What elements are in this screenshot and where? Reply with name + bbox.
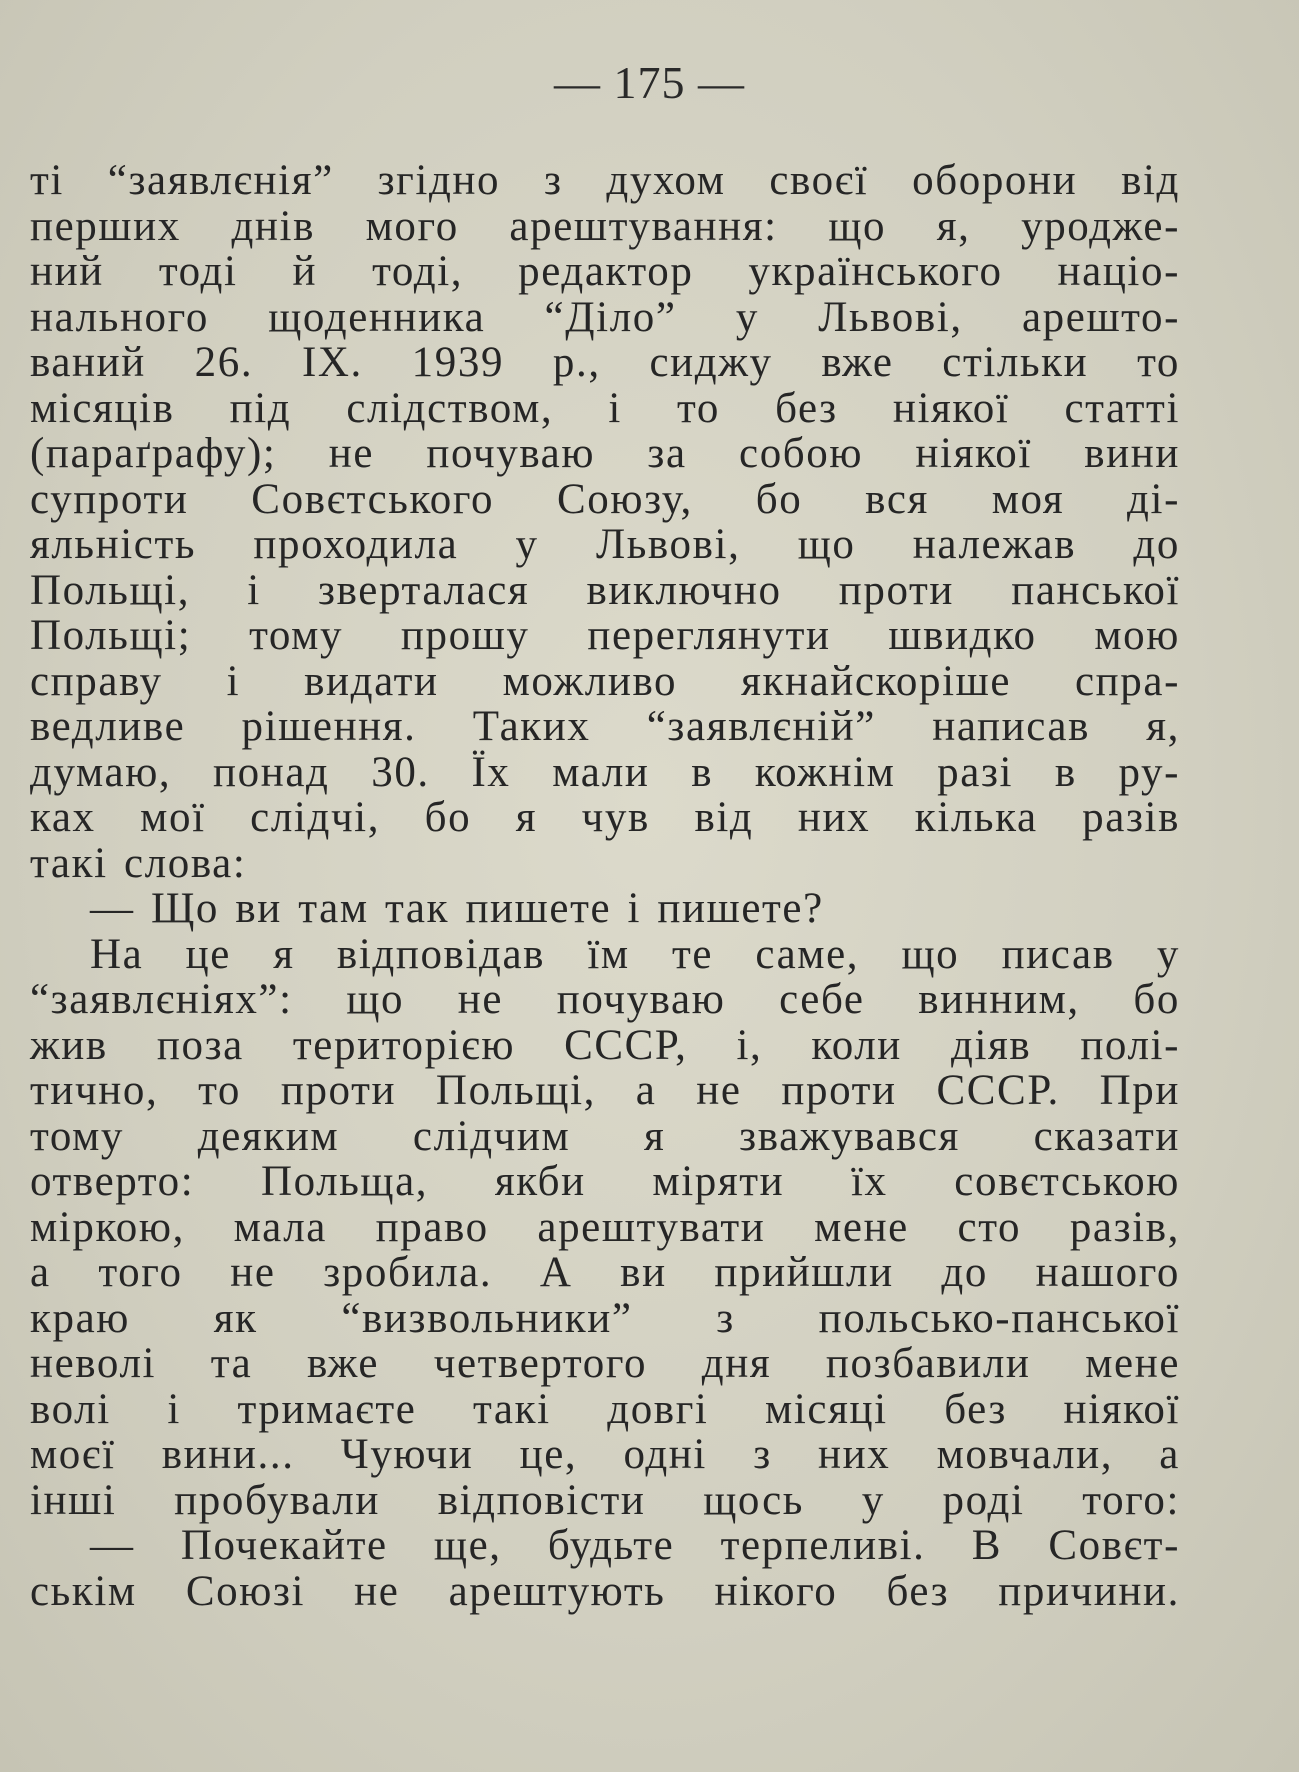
- text-line: (параґрафу); не почуваю за собою ніякої вини: [30, 430, 1180, 477]
- page-number: — 175 —: [554, 57, 745, 108]
- text-line: нального щоденника “Діло” у Львові, арешто-: [30, 293, 1180, 341]
- text-line: жив поза територією СССР, і, коли діяв полі-: [30, 1021, 1180, 1069]
- text-line: тому деяким слідчим я зважувався сказати: [30, 1112, 1180, 1160]
- text-line: — Що ви там так пишете і пишете?: [90, 885, 824, 932]
- text-line: тично, то проти Польщі, а не проти СССР. При: [30, 1067, 1180, 1114]
- text-line: справу і видати можливо якнайскоріше спра-: [30, 657, 1180, 705]
- text-line: Польщі, і зверталася виключно проти панської: [30, 566, 1180, 614]
- text-line: а того не зробила. А ви прийшли до нашого: [30, 1249, 1180, 1296]
- text-line: ках мої слідчі, бо я чув від них кілька разів: [30, 794, 1180, 841]
- text-line: супроти Совєтського Союзу, бо вся моя ді-: [30, 475, 1180, 523]
- text-line: Польщі; тому прошу переглянути швидко мою: [30, 612, 1180, 659]
- text-line: місяців під слідством, і то без ніякої статті: [30, 384, 1180, 432]
- text-line: ськім Союзі не арештують нікого без причини.: [30, 1567, 1180, 1615]
- text-line: думаю, понад 30. Їх мали в кожнім разі в ру-: [30, 748, 1180, 796]
- text-line: ний тоді й тоді, редактор українського націо-: [30, 248, 1180, 295]
- text-line: — Почекайте ще, будьте терпеливі. В Совєт-: [90, 1522, 1180, 1569]
- text-line: яльність проходила у Львові, що належав до: [30, 521, 1180, 568]
- text-line: отверто: Польща, якби міряти їх совєтською: [30, 1158, 1180, 1205]
- text-line: інші пробували відповісти щось у роді того:: [30, 1476, 1180, 1524]
- text-line: перших днів мого арештування: що я, уродже-: [30, 202, 1180, 250]
- text-line: ті “заявлєнія” згідно з духом своєї оборони від: [30, 157, 1180, 204]
- text-line: неволі та вже четвертого дня позбавили мене: [30, 1340, 1180, 1387]
- text-line: ведливе рішення. Таких “заявлєній” написав я,: [30, 703, 1180, 750]
- text-line: такі слова:: [30, 839, 247, 887]
- text-line: “заявлєніях”: що не почуваю себе винним, бо: [30, 976, 1180, 1023]
- text-line: моєї вини... Чуючи це, одні з них мовчали, а: [30, 1431, 1180, 1478]
- text-line: ваний 26. IX. 1939 р., сиджу вже стільки то: [30, 339, 1180, 386]
- body-text: [30, 158, 1180, 1614]
- text-line: На це я відповідав їм те саме, що писав у: [90, 930, 1180, 978]
- text-line: волі і тримаєте такі довгі місяці без ніякої: [30, 1385, 1180, 1433]
- text-line: міркою, мала право арештувати мене сто разів,: [30, 1203, 1180, 1251]
- text-line: краю як “визвольники” з польсько-панської: [30, 1294, 1180, 1342]
